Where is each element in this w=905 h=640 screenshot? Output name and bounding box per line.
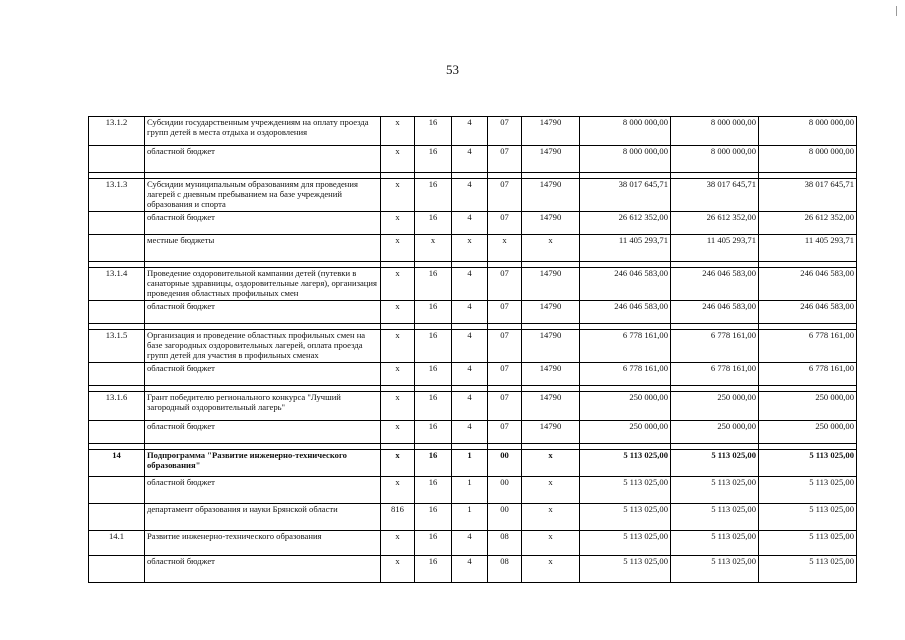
cell-rz: 16	[415, 363, 452, 386]
cell-vr: 14790	[522, 268, 580, 301]
cell-g: х	[381, 330, 415, 363]
cell-pr: 1	[452, 450, 488, 477]
cell-pr: 4	[452, 268, 488, 301]
cell-g: 816	[381, 504, 415, 531]
cell-num	[89, 301, 145, 324]
cell-pr: х	[452, 235, 488, 262]
cell-pr: 4	[452, 392, 488, 421]
cell-rz: 16	[415, 212, 452, 235]
cell-s3: 38 017 645,71	[759, 179, 857, 212]
cell-s1: 8 000 000,00	[580, 146, 671, 173]
cell-pr: 4	[452, 179, 488, 212]
cell-cs: 07	[488, 330, 522, 363]
cell-s2: 6 778 161,00	[671, 363, 759, 386]
cell-name: Субсидии государственным учреждениям на оплату проезда групп детей в места отдыха и оздоровления	[145, 117, 381, 146]
cell-s1: 11 405 293,71	[580, 235, 671, 262]
cell-pr: 4	[452, 531, 488, 556]
cell-s2: 250 000,00	[671, 421, 759, 444]
cell-s3: 26 612 352,00	[759, 212, 857, 235]
cell-vr: х	[522, 477, 580, 504]
cell-s3: 5 113 025,00	[759, 477, 857, 504]
cell-s2: 26 612 352,00	[671, 212, 759, 235]
table-row	[89, 504, 857, 531]
cell-num: 13.1.6	[89, 392, 145, 421]
cell-cs: 08	[488, 531, 522, 556]
cell-pr: 4	[452, 117, 488, 146]
cell-vr: 14790	[522, 146, 580, 173]
cell-num	[89, 504, 145, 531]
cell-rz: 16	[415, 531, 452, 556]
cell-s2: 8 000 000,00	[671, 146, 759, 173]
cell-s1: 5 113 025,00	[580, 504, 671, 531]
cell-num: 13.1.4	[89, 268, 145, 301]
table-row	[89, 421, 857, 444]
cell-rz: 16	[415, 146, 452, 173]
cell-vr: 14790	[522, 330, 580, 363]
cell-s3: 11 405 293,71	[759, 235, 857, 262]
cell-s1: 250 000,00	[580, 421, 671, 444]
cell-rz: 16	[415, 450, 452, 477]
cell-name: областной бюджет	[145, 363, 381, 386]
table-row	[89, 212, 857, 235]
table-row	[89, 301, 857, 324]
cell-s2: 5 113 025,00	[671, 504, 759, 531]
cell-cs: 07	[488, 212, 522, 235]
cell-s3: 246 046 583,00	[759, 301, 857, 324]
cell-s3: 246 046 583,00	[759, 268, 857, 301]
table-row	[89, 363, 857, 386]
cell-name: Субсидии муниципальным образованиям для проведения лагерей с дневным пребыванием на базе учреждений образования и спорта	[145, 179, 381, 212]
cell-vr: х	[522, 531, 580, 556]
cell-pr: 4	[452, 301, 488, 324]
cell-name: местные бюджеты	[145, 235, 381, 262]
cell-pr: 4	[452, 556, 488, 583]
cell-s2: 6 778 161,00	[671, 330, 759, 363]
cell-g: х	[381, 556, 415, 583]
cell-cs: 00	[488, 450, 522, 477]
cell-g: х	[381, 212, 415, 235]
cell-s3: 6 778 161,00	[759, 330, 857, 363]
cell-rz: 16	[415, 117, 452, 146]
cell-num	[89, 363, 145, 386]
cell-name: областной бюджет	[145, 301, 381, 324]
cell-s3: 5 113 025,00	[759, 531, 857, 556]
cell-s3: 5 113 025,00	[759, 504, 857, 531]
cell-s1: 5 113 025,00	[580, 477, 671, 504]
cell-cs: 07	[488, 179, 522, 212]
cell-name: Подпрограмма "Развитие инженерно-технического образования"	[145, 450, 381, 477]
cell-cs: 07	[488, 146, 522, 173]
cell-num	[89, 235, 145, 262]
cell-s2: 5 113 025,00	[671, 556, 759, 583]
page-number: 53	[446, 62, 459, 77]
cell-s3: 8 000 000,00	[759, 117, 857, 146]
cell-s2: 5 113 025,00	[671, 477, 759, 504]
cell-vr: х	[522, 504, 580, 531]
cell-cs: 07	[488, 117, 522, 146]
cell-num: 13.1.2	[89, 117, 145, 146]
cell-s1: 5 113 025,00	[580, 531, 671, 556]
cell-rz: 16	[415, 477, 452, 504]
cell-vr: х	[522, 450, 580, 477]
cell-g: х	[381, 531, 415, 556]
cell-name: Грант победителю регионального конкурса "Лучший загородный оздоровительный лагерь"	[145, 392, 381, 421]
budget-table	[88, 116, 857, 583]
cell-s2: 246 046 583,00	[671, 301, 759, 324]
cell-vr: х	[522, 556, 580, 583]
cell-g: х	[381, 421, 415, 444]
cell-pr: 4	[452, 330, 488, 363]
cell-cs: х	[488, 235, 522, 262]
cell-rz: 16	[415, 330, 452, 363]
cell-vr: 14790	[522, 363, 580, 386]
cell-s1: 6 778 161,00	[580, 330, 671, 363]
cell-num: 14.1	[89, 531, 145, 556]
cell-name: областной бюджет	[145, 146, 381, 173]
cell-num	[89, 421, 145, 444]
cell-num	[89, 146, 145, 173]
cell-cs: 08	[488, 556, 522, 583]
cell-g: х	[381, 301, 415, 324]
cell-vr: 14790	[522, 301, 580, 324]
cell-g: х	[381, 268, 415, 301]
cell-cs: 07	[488, 268, 522, 301]
cell-name: Организация и проведение областных профильных смен на базе загородных оздоровительных лагерей, оплата проезда групп детей для участия в профильных сменах	[145, 330, 381, 363]
cell-cs: 00	[488, 477, 522, 504]
cell-pr: 4	[452, 212, 488, 235]
cell-num	[89, 212, 145, 235]
cell-s1: 5 113 025,00	[580, 556, 671, 583]
cell-s2: 11 405 293,71	[671, 235, 759, 262]
cell-s2: 5 113 025,00	[671, 531, 759, 556]
cell-num: 14	[89, 450, 145, 477]
cell-cs: 00	[488, 504, 522, 531]
cell-s3: 5 113 025,00	[759, 556, 857, 583]
table-row	[89, 235, 857, 262]
cell-rz: 16	[415, 392, 452, 421]
cell-g: х	[381, 179, 415, 212]
cell-num	[89, 556, 145, 583]
cell-s1: 38 017 645,71	[580, 179, 671, 212]
cell-name: департамент образования и науки Брянской области	[145, 504, 381, 531]
table-row	[89, 450, 857, 477]
cell-s2: 38 017 645,71	[671, 179, 759, 212]
cell-pr: 4	[452, 421, 488, 444]
table-row	[89, 117, 857, 146]
cell-cs: 07	[488, 301, 522, 324]
cell-name: областной бюджет	[145, 477, 381, 504]
cell-s2: 5 113 025,00	[671, 450, 759, 477]
cell-g: х	[381, 363, 415, 386]
cell-num	[89, 477, 145, 504]
cell-s1: 26 612 352,00	[580, 212, 671, 235]
cell-rz: 16	[415, 556, 452, 583]
cell-s3: 8 000 000,00	[759, 146, 857, 173]
cell-name: областной бюджет	[145, 421, 381, 444]
cell-s3: 250 000,00	[759, 421, 857, 444]
cell-s3: 6 778 161,00	[759, 363, 857, 386]
cell-g: х	[381, 392, 415, 421]
table-row	[89, 146, 857, 173]
table-row	[89, 477, 857, 504]
cell-pr: 1	[452, 477, 488, 504]
cell-s3: 250 000,00	[759, 392, 857, 421]
table-row	[89, 179, 857, 212]
table-row	[89, 268, 857, 301]
cell-pr: 4	[452, 146, 488, 173]
cell-rz: х	[415, 235, 452, 262]
cell-s1: 246 046 583,00	[580, 301, 671, 324]
cell-g: х	[381, 235, 415, 262]
cell-vr: 14790	[522, 179, 580, 212]
cell-g: х	[381, 117, 415, 146]
cell-s2: 8 000 000,00	[671, 117, 759, 146]
cell-cs: 07	[488, 363, 522, 386]
cell-name: Проведение оздоровительной кампании детей (путевки в санаторные здравницы, оздоровительные лагеря), организация проведения областных профильных смен	[145, 268, 381, 301]
cell-g: х	[381, 450, 415, 477]
corner-mark	[896, 6, 897, 16]
cell-vr: 14790	[522, 392, 580, 421]
cell-vr: 14790	[522, 421, 580, 444]
cell-s2: 246 046 583,00	[671, 268, 759, 301]
cell-s2: 250 000,00	[671, 392, 759, 421]
cell-g: х	[381, 146, 415, 173]
cell-vr: х	[522, 235, 580, 262]
cell-s1: 5 113 025,00	[580, 450, 671, 477]
cell-s3: 5 113 025,00	[759, 450, 857, 477]
cell-vr: 14790	[522, 212, 580, 235]
cell-name: областной бюджет	[145, 556, 381, 583]
cell-name: областной бюджет	[145, 212, 381, 235]
cell-vr: 14790	[522, 117, 580, 146]
cell-pr: 1	[452, 504, 488, 531]
cell-rz: 16	[415, 421, 452, 444]
cell-cs: 07	[488, 421, 522, 444]
table-row	[89, 392, 857, 421]
cell-cs: 07	[488, 392, 522, 421]
cell-rz: 16	[415, 301, 452, 324]
cell-s1: 246 046 583,00	[580, 268, 671, 301]
cell-name: Развитие инженерно-технического образования	[145, 531, 381, 556]
cell-s1: 8 000 000,00	[580, 117, 671, 146]
cell-rz: 16	[415, 504, 452, 531]
cell-g: х	[381, 477, 415, 504]
cell-rz: 16	[415, 179, 452, 212]
budget-table-body	[89, 117, 857, 583]
cell-num: 13.1.5	[89, 330, 145, 363]
cell-s1: 250 000,00	[580, 392, 671, 421]
table-row	[89, 531, 857, 556]
cell-s1: 6 778 161,00	[580, 363, 671, 386]
cell-rz: 16	[415, 268, 452, 301]
table-row	[89, 330, 857, 363]
cell-pr: 4	[452, 363, 488, 386]
cell-num: 13.1.3	[89, 179, 145, 212]
table-row	[89, 556, 857, 583]
